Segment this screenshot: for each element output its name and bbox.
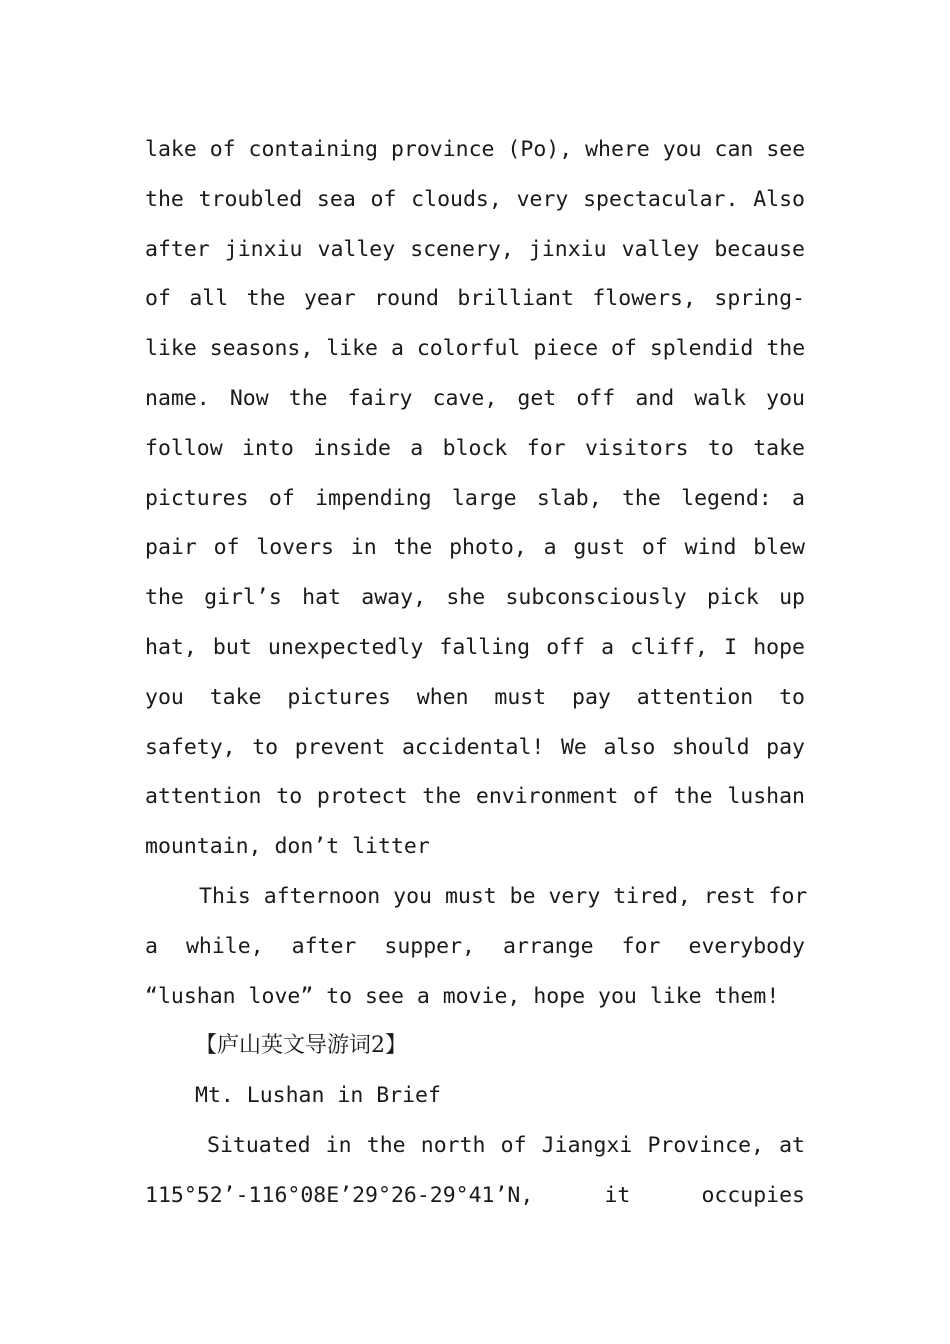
section-heading-english: Mt. Lushan in Brief	[195, 1083, 441, 1109]
paragraph-situated	[145, 1121, 805, 1221]
text-line: like seasons, like a colorful piece of splendid the	[145, 336, 806, 362]
text-line: This afternoon you must be very tired, rest for	[199, 883, 808, 909]
text-line: after jinxiu valley scenery, jinxiu valley because	[145, 236, 805, 262]
text-line: of all the year round brilliant flowers, spring-	[145, 286, 805, 312]
document-page	[145, 125, 808, 1221]
text-line: the troubled sea of clouds, very spectacular. Also	[145, 186, 805, 212]
text-line: follow into inside a block for visitors to take	[145, 435, 805, 461]
text-line: Situated in the north of Jiangxi Province, at	[207, 1132, 805, 1158]
text-line: you take pictures when must pay attention to	[145, 684, 805, 710]
text-line: lake of containing province (Po), where you can see	[145, 137, 806, 162]
text-line: “lushan love” to see a movie, hope you like them!	[145, 983, 780, 1009]
text-line: name. Now the fairy cave, get off and walk you	[145, 385, 805, 411]
paragraph-afternoon	[145, 872, 808, 1021]
text-line: attention to protect the environment of the lushan	[145, 784, 805, 810]
text-line: 115°52’-116°08E’29°26-29°41’N, it occupies	[145, 1182, 805, 1208]
text-line: pictures of impending large slab, the legend: a	[145, 485, 805, 511]
section-heading-chinese: 【庐山英文导游词2】	[195, 1033, 407, 1059]
text-line: mountain, don’t litter	[145, 834, 430, 860]
paragraph-fairy-cave	[145, 125, 805, 872]
text-line: a while, after supper, arrange for everybody	[145, 933, 805, 959]
text-line: safety, to prevent accidental! We also should pay	[145, 734, 805, 760]
text-line: pair of lovers in the photo, a gust of wind blew	[145, 535, 805, 561]
text-line: the girl’s hat away, she subconsciously pick up	[145, 585, 805, 611]
text-line: hat, but unexpectedly falling off a cliff, I hope	[145, 634, 805, 660]
